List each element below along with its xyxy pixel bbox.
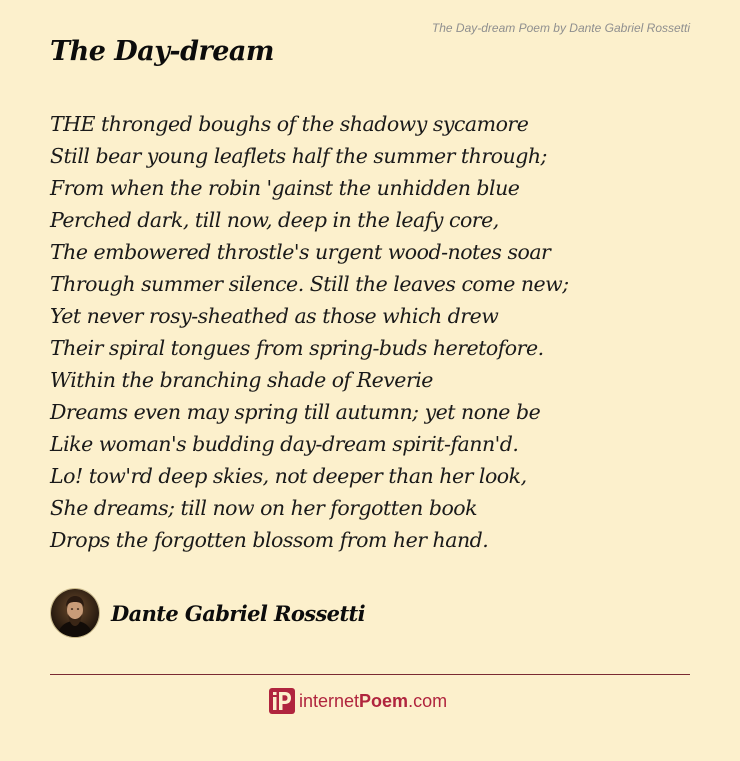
poem-line: Perched dark, till now, deep in the leafy core, — [50, 208, 499, 232]
brand-wordmark — [299, 691, 447, 712]
header-caption: The Day-dream Poem by Dante Gabriel Rossetti — [431, 21, 690, 35]
footer-divider — [50, 674, 690, 675]
poem-body — [50, 108, 569, 556]
brand-text-poem: Poem — [359, 690, 409, 711]
poem-title: The Day-dream — [50, 36, 274, 67]
ip-logo-icon — [269, 688, 295, 714]
poem-line: THE thronged boughs of the shadowy sycamore — [50, 112, 529, 136]
author-avatar[interactable] — [50, 588, 100, 638]
poem-line: Lo! tow'rd deep skies, not deeper than her look, — [50, 464, 527, 488]
poem-line: Through summer silence. Still the leaves come new; — [50, 272, 569, 296]
poem-line: She dreams; till now on her forgotten book — [50, 496, 478, 520]
brand-text-internet: internet — [299, 690, 360, 711]
poem-line: Still bear young leaflets half the summer through; — [50, 144, 547, 168]
poem-line: Drops the forgotten blossom from her hand. — [50, 528, 489, 552]
poem-line: The embowered throstle's urgent wood-notes soar — [50, 240, 551, 264]
poem-line: From when the robin 'gainst the unhidden blue — [50, 176, 520, 200]
author-portrait-icon — [51, 589, 99, 637]
author-block[interactable] — [50, 588, 365, 638]
poem-line: Yet never rosy-sheathed as those which drew — [50, 304, 499, 328]
poem-line: Within the branching shade of Reverie — [50, 368, 433, 392]
poem-line: Their spiral tongues from spring-buds heretofore. — [50, 336, 544, 360]
poem-line: Dreams even may spring till autumn; yet none be — [50, 400, 541, 424]
brand-link[interactable] — [269, 687, 447, 715]
author-name-link[interactable]: Dante Gabriel Rossetti — [111, 600, 366, 626]
brand-text-com: .com — [408, 690, 448, 711]
poem-line: Like woman's budding day-dream spirit-fann'd. — [50, 432, 519, 456]
